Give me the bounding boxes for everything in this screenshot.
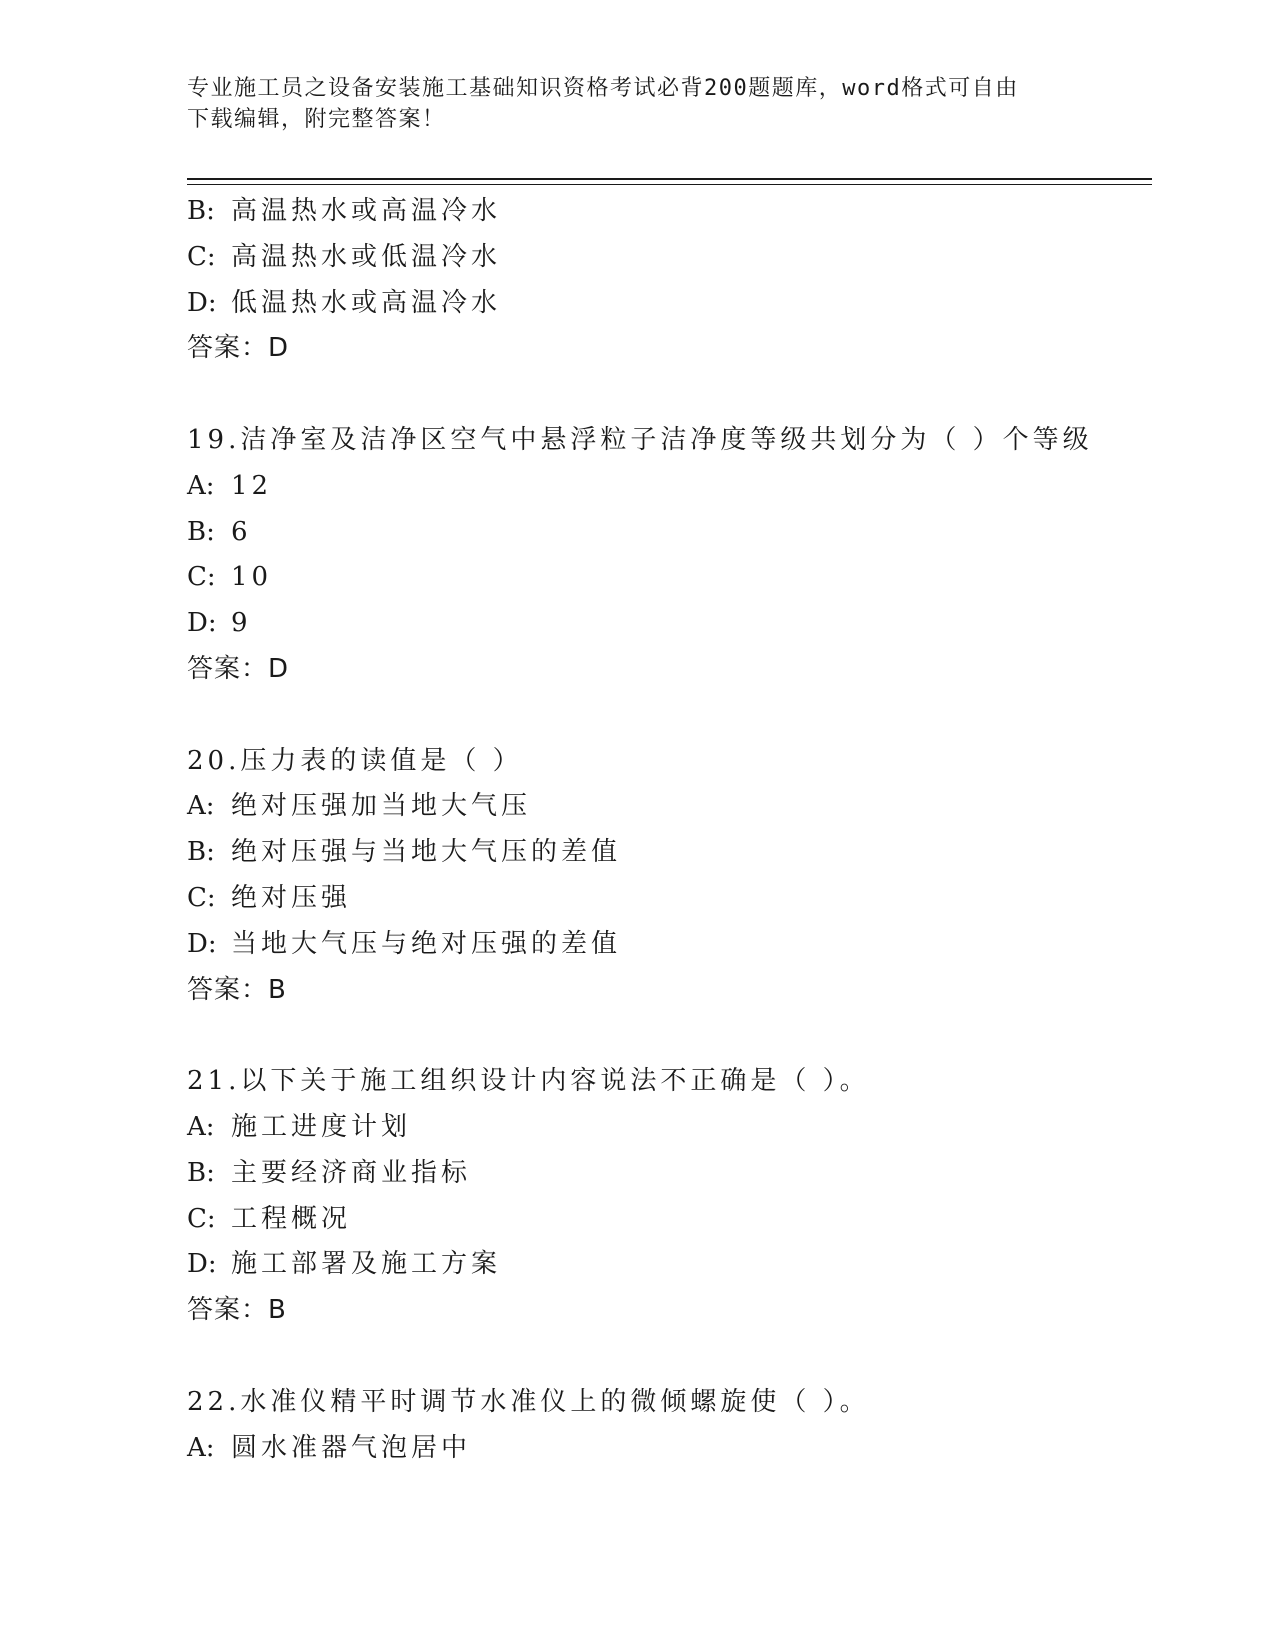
option-text: 施工进度计划 <box>231 1111 412 1142</box>
option-key: C: <box>187 241 216 272</box>
option-row <box>187 510 1152 556</box>
answer-line: 答案：B <box>187 1295 287 1326</box>
answer-line: 答案：B <box>187 974 287 1005</box>
header-divider-thin <box>187 184 1152 185</box>
option-row <box>187 1197 1152 1243</box>
spacer <box>187 693 1152 739</box>
option-key: D: <box>187 928 217 959</box>
spacer <box>187 372 1152 418</box>
option-row <box>187 876 1152 922</box>
option-row <box>187 922 1152 968</box>
option-text: 9 <box>231 608 252 639</box>
option-key: D: <box>187 287 217 318</box>
question-stem: 22.水准仪精平时调节水准仪上的微倾螺旋使（ ）。 <box>187 1386 870 1417</box>
option-text: 当地大气压与绝对压强的差值 <box>231 928 622 959</box>
option-text: 高温热水或低温冷水 <box>231 241 502 272</box>
option-key: C: <box>187 562 216 593</box>
option-key: B: <box>187 196 215 226</box>
header-line-2: 下载编辑，附完整答案！ <box>187 107 446 132</box>
question-content <box>187 189 1152 1471</box>
option-text: 高温热水或高温冷水 <box>231 196 502 226</box>
option-text: 低温热水或高温冷水 <box>231 287 502 318</box>
header-divider-thick <box>187 178 1152 180</box>
question-stem: 19.洁净室及洁净区空气中悬浮粒子洁净度等级共划分为（ ）个等级 <box>187 424 1093 455</box>
option-text: 绝对压强与当地大气压的差值 <box>231 837 622 868</box>
option-text: 圆水准器气泡居中 <box>231 1432 472 1463</box>
option-key: B: <box>187 516 215 547</box>
option-row <box>187 464 1152 510</box>
option-row <box>187 1151 1152 1197</box>
option-row <box>187 1105 1152 1151</box>
option-key: B: <box>187 837 215 868</box>
option-text: 工程概况 <box>231 1203 352 1234</box>
option-row <box>187 1426 1152 1472</box>
option-row <box>187 555 1152 601</box>
header-line-1: 专业施工员之设备安装施工基础知识资格考试必背200题题库，word格式可自由 <box>187 76 1019 101</box>
document-header <box>187 73 1067 135</box>
option-text: 10 <box>231 562 273 593</box>
question-stem: 21.以下关于施工组织设计内容说法不正确是（ ）。 <box>187 1066 870 1097</box>
spacer <box>187 1013 1152 1059</box>
option-key: B: <box>187 1157 215 1188</box>
option-row <box>187 189 1152 235</box>
option-row <box>187 235 1152 281</box>
answer-line: 答案：D <box>187 653 290 684</box>
option-row <box>187 784 1152 830</box>
question-stem: 20.压力表的读值是（ ） <box>187 745 523 776</box>
option-text: 主要经济商业指标 <box>231 1157 472 1188</box>
option-key: D: <box>187 1249 217 1280</box>
answer-line: 答案：D <box>187 333 290 364</box>
option-key: A: <box>187 791 215 822</box>
option-row <box>187 601 1152 647</box>
option-key: A: <box>187 470 215 501</box>
option-text: 12 <box>231 470 273 501</box>
option-row <box>187 830 1152 876</box>
option-key: C: <box>187 882 216 913</box>
option-text: 绝对压强加当地大气压 <box>231 791 532 822</box>
option-key: A: <box>187 1111 215 1142</box>
option-key: D: <box>187 608 217 639</box>
spacer <box>187 1334 1152 1380</box>
option-text: 施工部署及施工方案 <box>231 1249 502 1280</box>
option-row <box>187 1242 1152 1288</box>
option-row <box>187 281 1152 327</box>
option-key: C: <box>187 1203 216 1234</box>
option-key: A: <box>187 1432 215 1463</box>
option-text: 绝对压强 <box>231 882 352 913</box>
option-text: 6 <box>231 516 252 547</box>
